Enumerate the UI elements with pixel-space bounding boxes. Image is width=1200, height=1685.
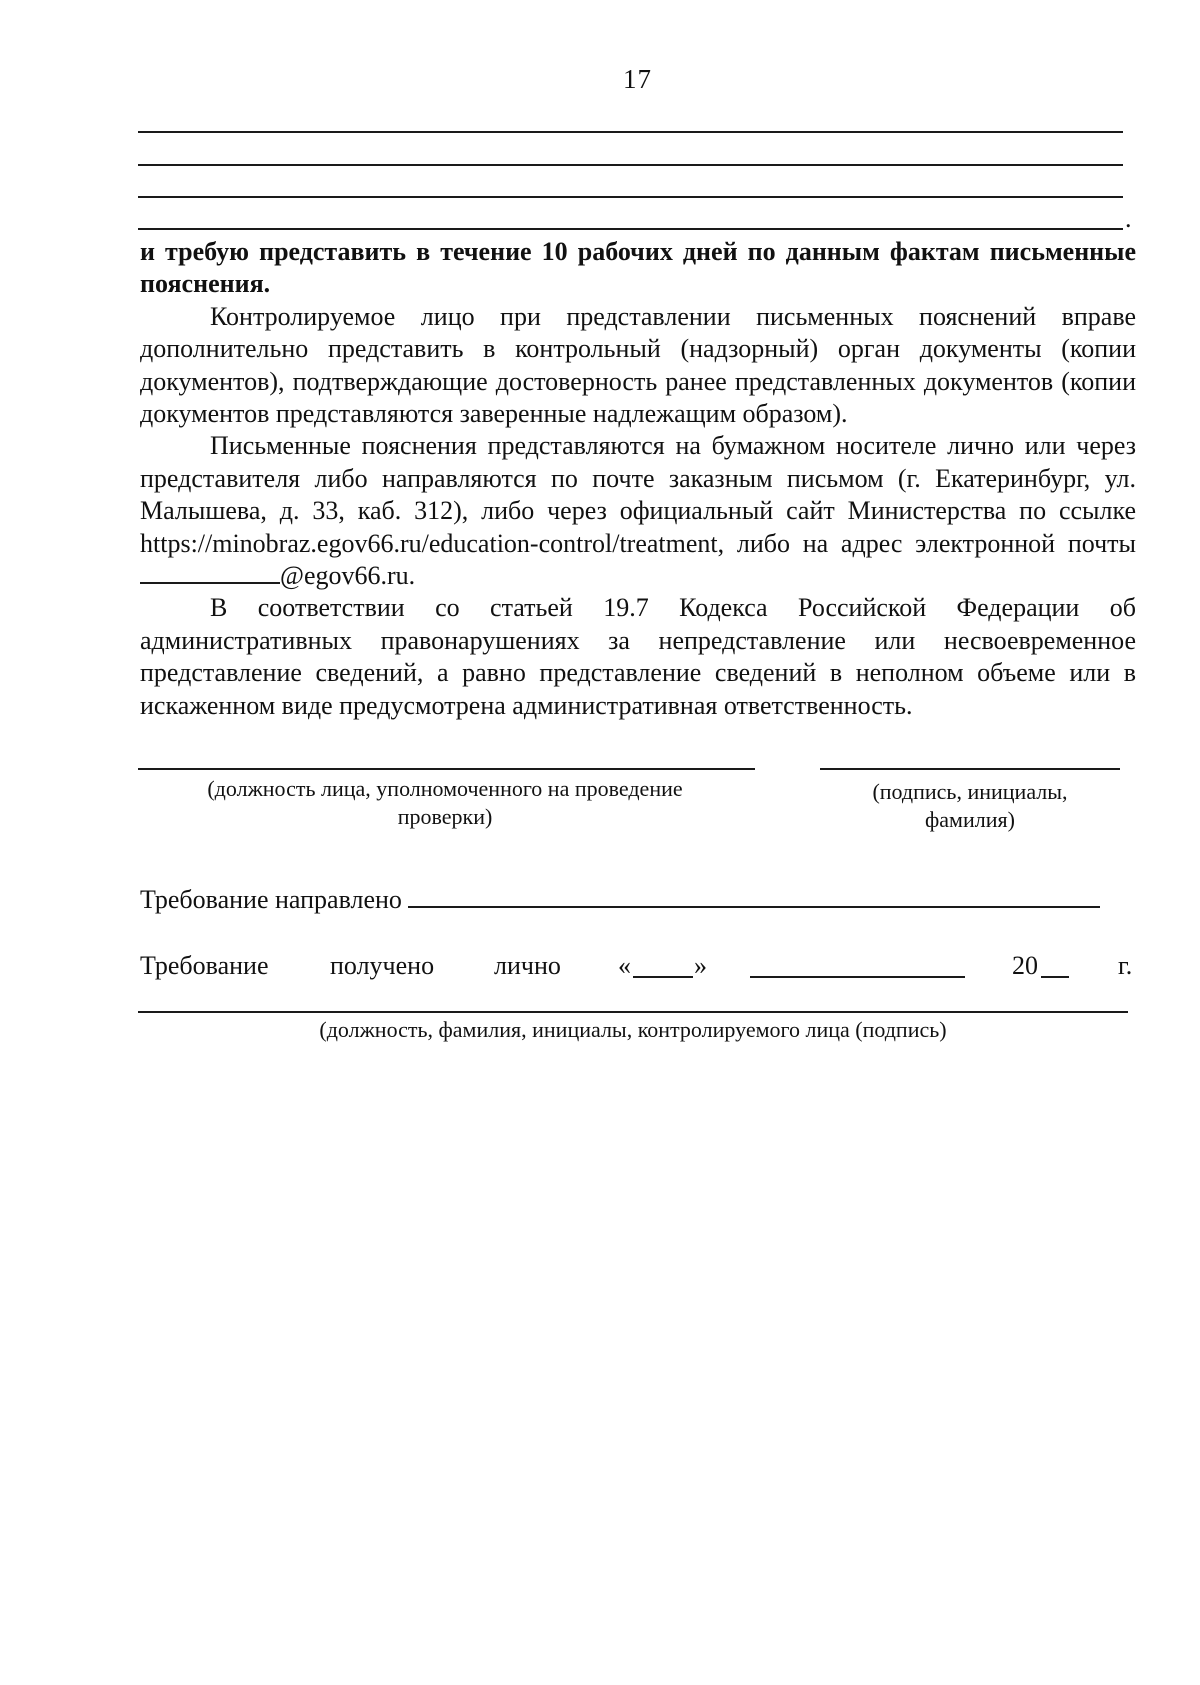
email-domain: @egov66.ru.: [280, 561, 416, 591]
received-word-received: получено: [330, 951, 435, 980]
sent-label: Требование направлено: [140, 885, 402, 914]
year-blank: [1041, 954, 1069, 978]
body-text: [140, 236, 1136, 722]
month-blank: [750, 954, 965, 978]
sent-row: [140, 884, 1100, 916]
recipient-caption: (должность, фамилия, инициалы, контролируемого лица (подпись): [319, 1017, 947, 1042]
sent-blank: [408, 884, 1100, 908]
blank-line-4: [138, 228, 1123, 230]
date-quote-open: «: [618, 951, 631, 980]
blank-line-1: [138, 131, 1123, 133]
received-word-personally: лично: [494, 951, 561, 980]
signature-caption: (подпись, инициалы, фамилия): [872, 779, 1068, 832]
year-prefix: 20: [1012, 951, 1038, 980]
paragraph-submission-methods: [140, 430, 1136, 592]
recipient-line: [138, 1011, 1128, 1013]
blank-line-2: [138, 164, 1123, 166]
date-quote-close: »: [694, 951, 707, 980]
demand-paragraph: и требую представить в течение 10 рабочих дней по данным фактам письменные пояснения.: [140, 237, 1136, 299]
position-caption: (должность лица, уполномоченного на проведение проверки): [207, 776, 683, 829]
year-suffix: г.: [1118, 951, 1133, 980]
signature-line: [820, 768, 1120, 770]
submission-methods-text: Письменные пояснения представляются на бумажном носителе лично или через представителя либо направляются по почте заказным письмом (г. Екатеринбург, ул. Малышева, д. 33, каб. 312), либо через официальный сайт Министерства по ссылке https://minobraz.egov66.ru/education-control/treatment, либо на адрес электронной почты: [140, 431, 1136, 558]
blank-line-3: [138, 196, 1123, 198]
paragraph-liability: В соответствии со статьей 19.7 Кодекса Российской Федерации об административных правонарушениях за непредставление или несвоевременное представление сведений, а равно представление сведений в неполном объеме или в искаженном виде предусмотрена административная ответственность.: [140, 593, 1136, 720]
day-blank: [633, 954, 693, 978]
email-blank: [140, 562, 280, 584]
received-word-requirement: Требование: [140, 951, 269, 980]
paragraph-additional-documents: Контролируемое лицо при представлении письменных пояснений вправе дополнительно представить в контрольный (надзорный) орган документы (копии документов), подтверждающие достоверность ранее представленных документов (копии документов представляются заверенные надлежащим образом).: [140, 301, 1136, 429]
position-line: [138, 768, 755, 770]
blank-line-end-mark: .: [1125, 204, 1132, 233]
page-number: 17: [623, 64, 652, 94]
